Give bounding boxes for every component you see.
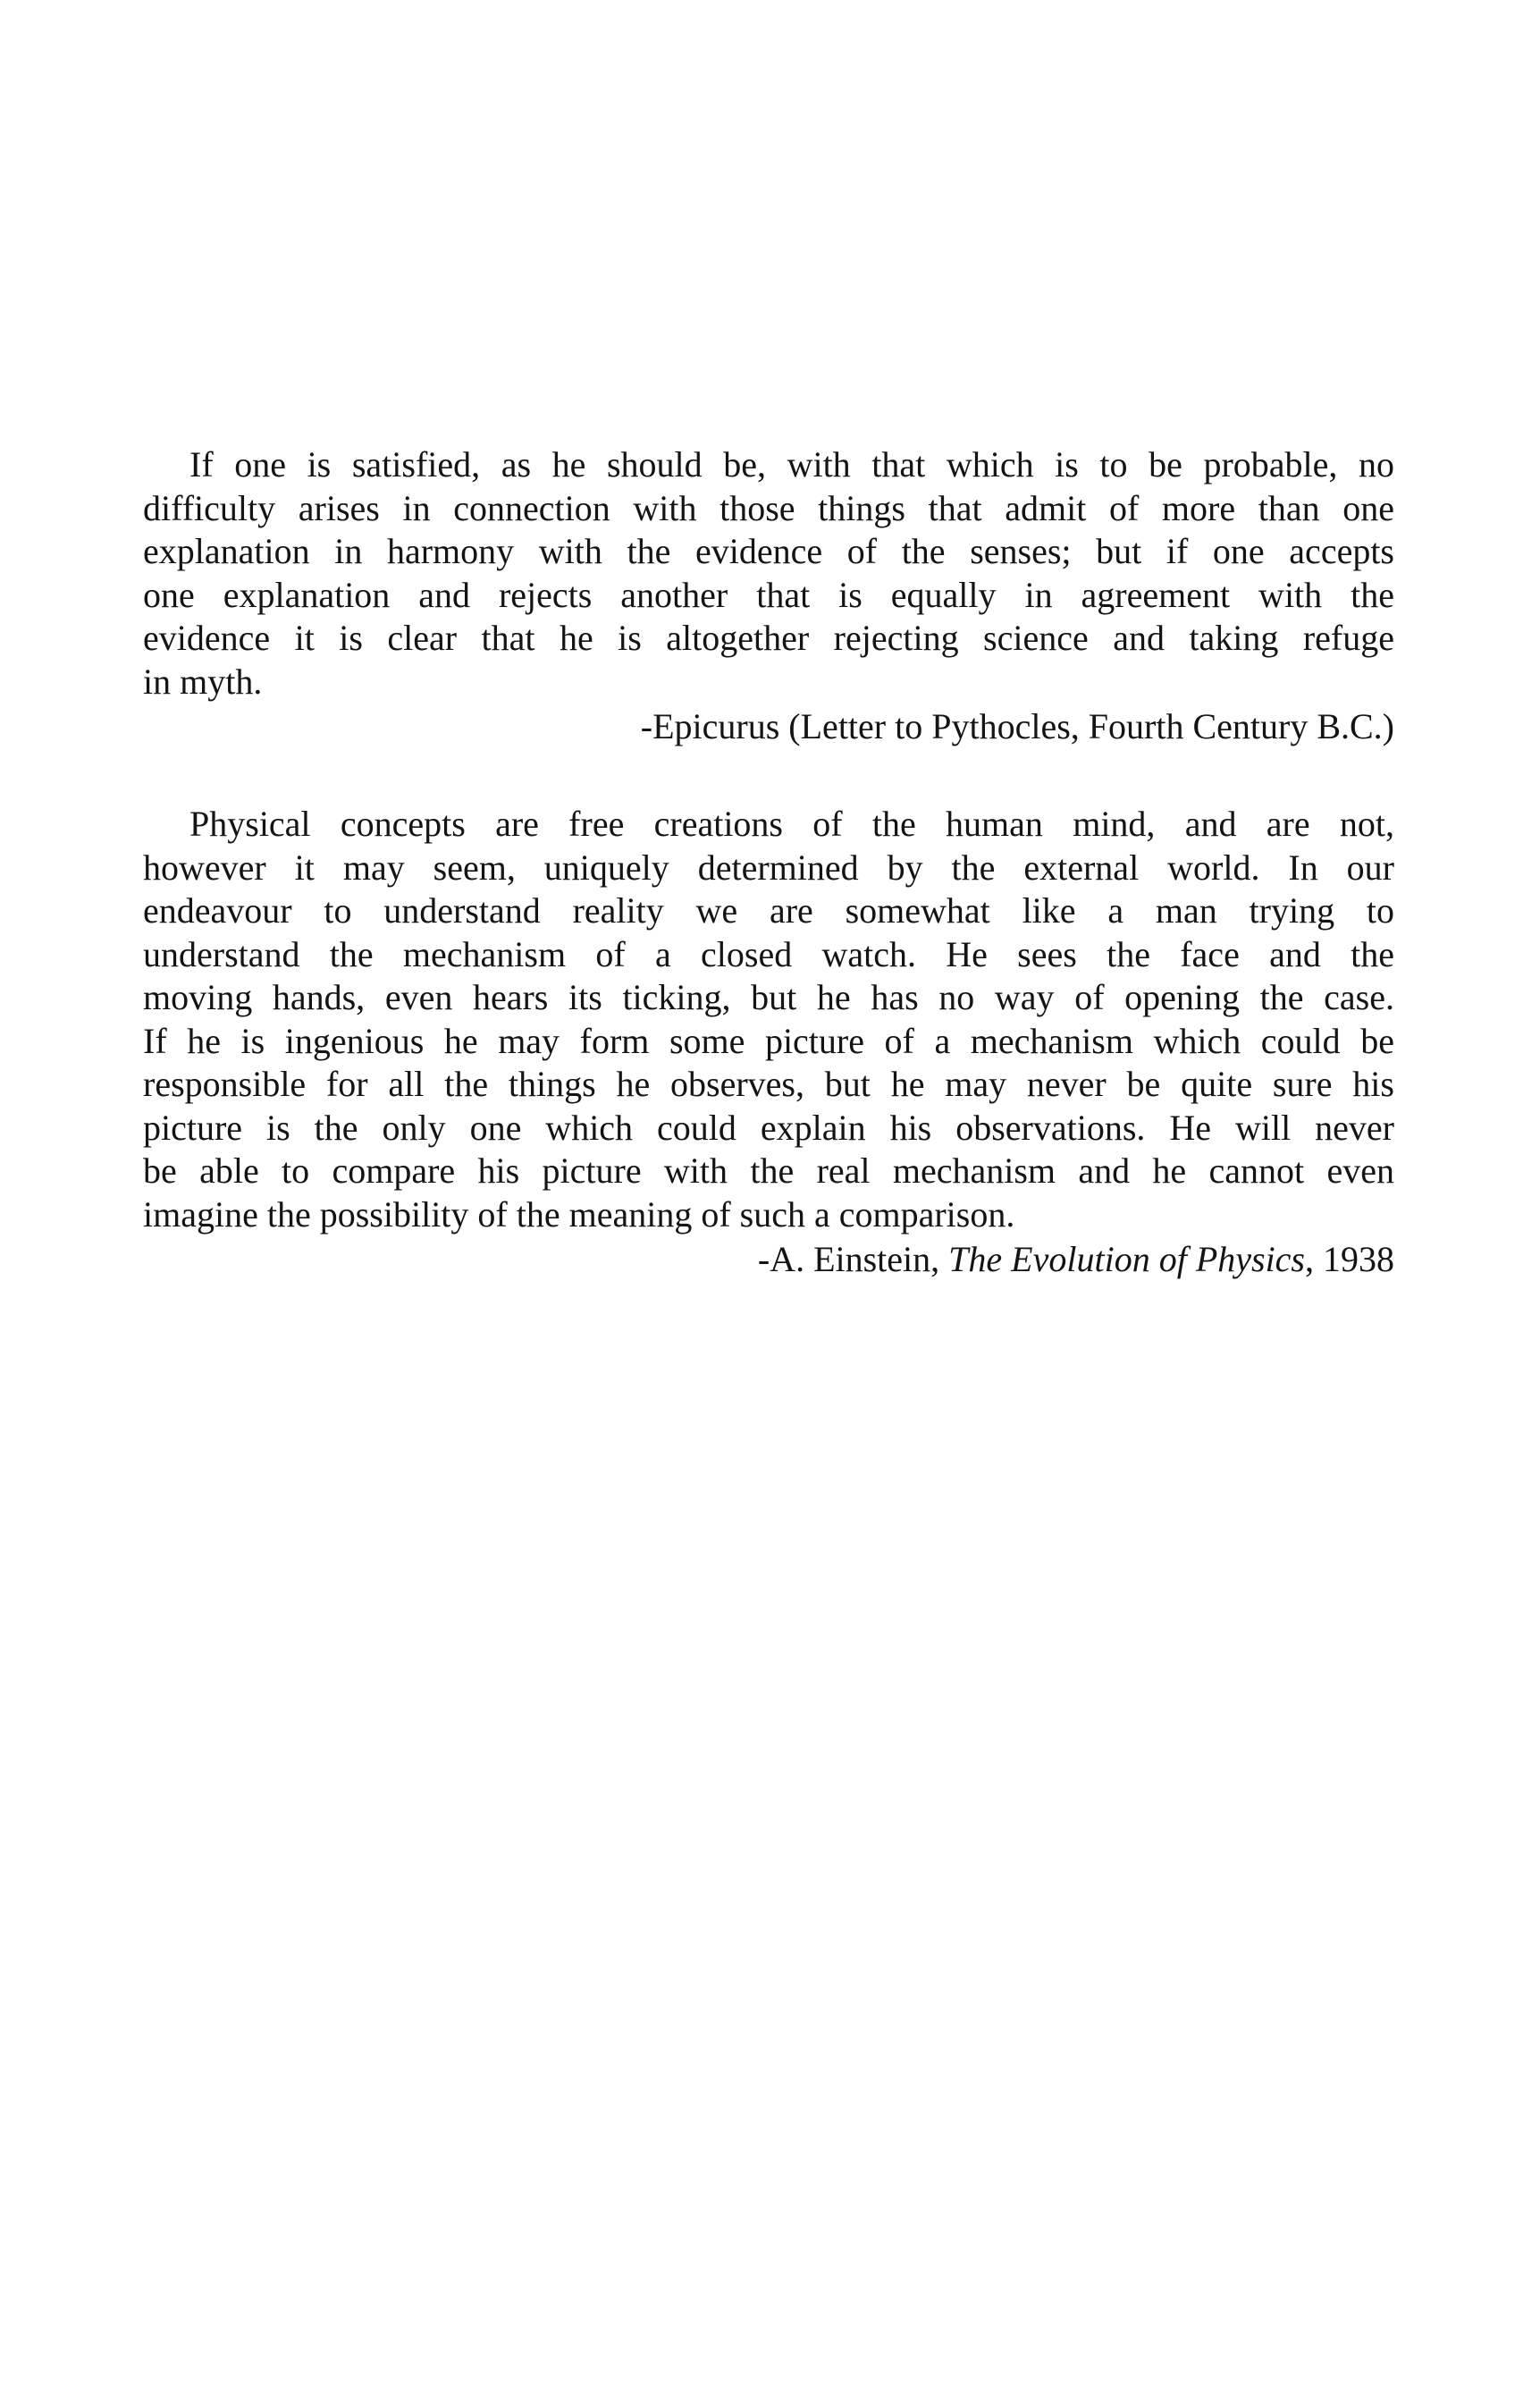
quote-line: imagine the possibility of the meaning of such a comparison.	[143, 1193, 1015, 1235]
book-title: The Evolution of Physics	[948, 1239, 1305, 1279]
quote-line: however it may seem, uniquely determined by the external world. In our	[143, 847, 1394, 888]
attribution-year: , 1938	[1305, 1239, 1394, 1279]
quote-line: moving hands, even hears its ticking, but he has no way of opening the case.	[143, 977, 1394, 1017]
quote-line: If one is satisfied, as he should be, with that which is to be probable, no	[189, 444, 1394, 485]
epicurus-attribution: -Epicurus (Letter to Pythocles, Fourth Century B.C.)	[640, 706, 1394, 746]
quote-line: endeavour to understand reality we are somewhat like a man trying to	[143, 890, 1394, 931]
attribution-prefix: -A. Einstein,	[757, 1239, 949, 1279]
quote-line: responsible for all the things he observes, but he may never be quite sure his	[143, 1064, 1394, 1104]
einstein-quote	[143, 803, 1394, 1283]
quote-line: understand the mechanism of a closed watch. He sees the face and the	[143, 933, 1394, 974]
quote-line: in myth.	[143, 661, 263, 702]
quote-line: If he is ingenious he may form some picture of a mechanism which could be	[143, 1020, 1394, 1061]
quote-line: difficulty arises in connection with those things that admit of more than one	[143, 487, 1394, 528]
quote-line: picture is the only one which could explain his observations. He will never	[143, 1107, 1394, 1148]
quote-line: Physical concepts are free creations of the human mind, and are not,	[189, 804, 1394, 844]
quote-line: evidence it is clear that he is altogether rejecting science and taking refuge	[143, 618, 1394, 658]
quote-line: be able to compare his picture with the real mechanism and he cannot even	[143, 1150, 1394, 1191]
einstein-attribution	[143, 1236, 1394, 1283]
quote-line: one explanation and rejects another that is equally in agreement with the	[143, 574, 1394, 615]
quote-line: explanation in harmony with the evidence of the senses; but if one accepts	[143, 531, 1394, 571]
epicurus-quote	[143, 443, 1394, 750]
